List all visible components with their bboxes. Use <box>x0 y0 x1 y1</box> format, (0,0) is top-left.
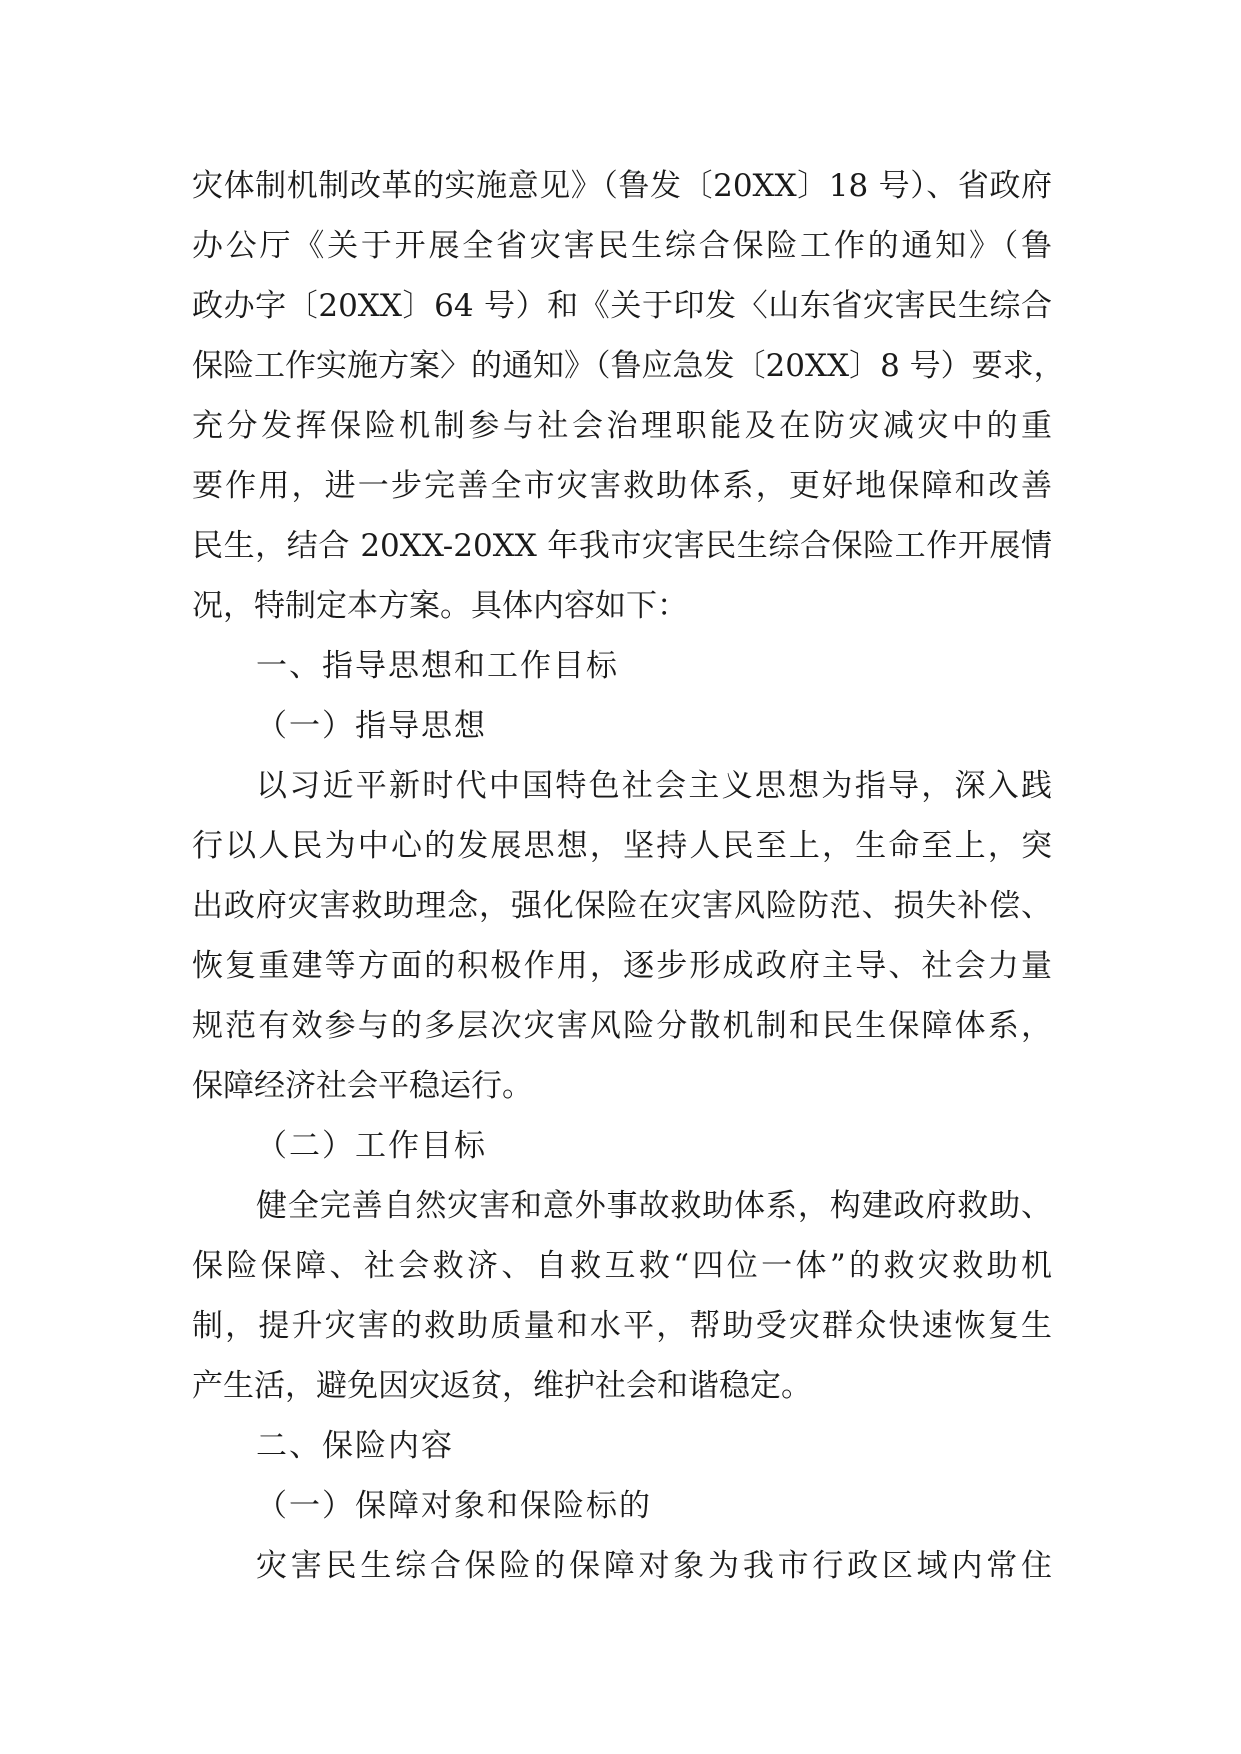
body-text-line: 办公厅《关于开展全省灾害民生综合保险工作的通知》（鲁 <box>192 228 1052 264</box>
body-text-line: 况，特制定本方案。具体内容如下： <box>192 588 688 624</box>
body-text-line: 规范有效参与的多层次灾害风险分散机制和民生保障体系， <box>192 1008 1052 1044</box>
body-text-line: 恢复重建等方面的积极作用，逐步形成政府主导、社会力量 <box>192 948 1052 984</box>
subsection-heading: （一）保障对象和保险标的 <box>256 1488 652 1524</box>
body-text-line: 保障经济社会平稳运行。 <box>192 1068 533 1104</box>
body-text-line: 灾害民生综合保险的保障对象为我市行政区域内常住 <box>256 1548 1052 1584</box>
body-text-line: 保险工作实施方案〉的通知》（鲁应急发〔20XX〕8 号）要求， <box>192 348 1065 384</box>
body-text-line: 制，提升灾害的救助质量和水平，帮助受灾群众快速恢复生 <box>192 1308 1052 1344</box>
body-text-line: 产生活，避免因灾返贫，维护社会和谐稳定。 <box>192 1368 812 1404</box>
body-text-line: 健全完善自然灾害和意外事故救助体系，构建政府救助、 <box>256 1188 1052 1224</box>
subsection-heading: （一）指导思想 <box>256 708 487 744</box>
body-text-line: 灾体制机制改革的实施意见》（鲁发〔20XX〕18 号）、省政府 <box>192 168 1052 204</box>
body-text-line: 充分发挥保险机制参与社会治理职能及在防灾减灾中的重 <box>192 408 1052 444</box>
section-heading: 一、指导思想和工作目标 <box>256 648 619 684</box>
body-text-line: 民生，结合 20XX-20XX 年我市灾害民生综合保险工作开展情 <box>192 528 1052 564</box>
body-text-line: 以习近平新时代中国特色社会主义思想为指导，深入践 <box>256 768 1052 804</box>
subsection-heading: （二）工作目标 <box>256 1128 487 1164</box>
body-text-line: 行以人民为中心的发展思想，坚持人民至上，生命至上，突 <box>192 828 1052 864</box>
body-text-line: 要作用，进一步完善全市灾害救助体系，更好地保障和改善 <box>192 468 1052 504</box>
section-heading: 二、保险内容 <box>256 1428 454 1464</box>
body-text-line: 出政府灾害救助理念，强化保险在灾害风险防范、损失补偿、 <box>192 888 1052 924</box>
body-text-line: 政办字〔20XX〕64 号）和《关于印发〈山东省灾害民生综合 <box>192 288 1052 324</box>
body-text-line: 保险保障、社会救济、自救互救“四位一体”的救灾救助机 <box>192 1248 1052 1284</box>
